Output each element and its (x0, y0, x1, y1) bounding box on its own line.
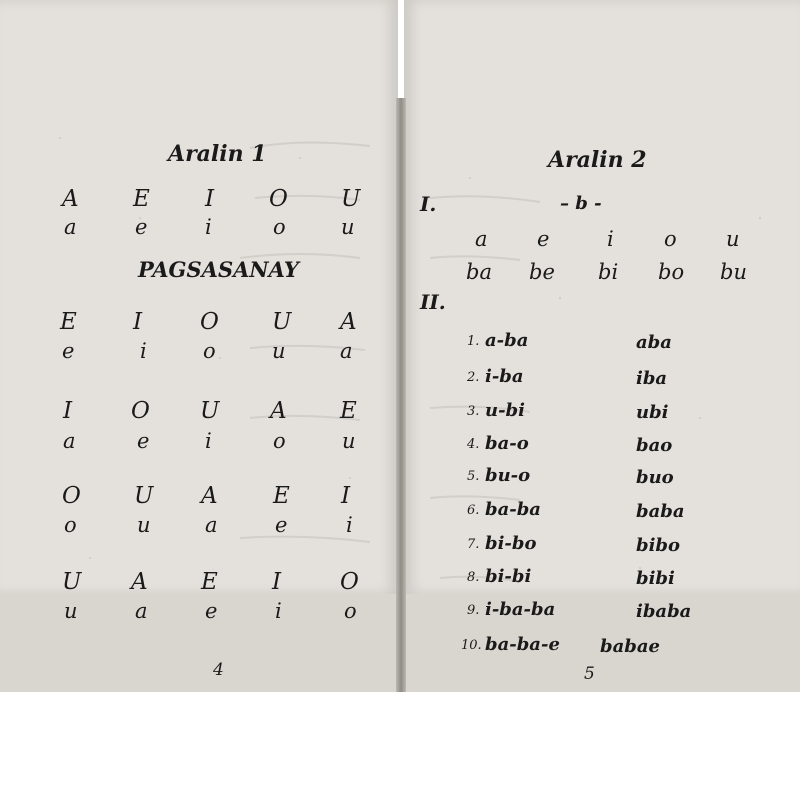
letter: a (64, 215, 77, 239)
syllabified-word: bi-bi (485, 566, 532, 587)
letter: U (200, 398, 220, 424)
letter: E (273, 483, 290, 509)
section-label: I. (420, 192, 437, 216)
syllable: be (529, 260, 555, 284)
letter: u (64, 599, 78, 623)
letter: A (62, 186, 79, 212)
letter: O (200, 309, 219, 335)
syllabified-word: ba-ba-e (485, 634, 560, 655)
letter: A (340, 309, 357, 335)
whole-word: bibo (636, 535, 681, 556)
letter: a (135, 599, 148, 623)
item-number: 3. (467, 404, 480, 419)
letter: a (63, 429, 76, 453)
syllable: bu (720, 260, 747, 284)
whole-word: iba (636, 368, 668, 389)
letter: e (537, 227, 550, 251)
letter: o (273, 429, 286, 453)
whole-word: bibi (636, 568, 675, 589)
letter: I (133, 309, 143, 335)
letter: e (137, 429, 150, 453)
letter: O (62, 483, 81, 509)
letter: i (275, 599, 282, 623)
item-number: 2. (467, 370, 480, 385)
letter: U (62, 569, 82, 595)
letter: I (205, 186, 215, 212)
letter: a (205, 513, 218, 537)
focus-letter: – b - (560, 193, 602, 214)
letter: e (62, 339, 75, 363)
syllabified-word: bu-o (485, 465, 531, 486)
letter: i (607, 227, 614, 251)
syllable: bi (598, 260, 619, 284)
letter: A (131, 569, 148, 595)
letter: o (64, 513, 77, 537)
item-number: 10. (461, 638, 482, 653)
lesson-title: Aralin 2 (548, 147, 647, 173)
exercise-title: PAGSASANAY (138, 257, 299, 282)
whole-word: ibaba (636, 601, 692, 622)
whole-word: buo (636, 467, 674, 488)
letter: e (205, 599, 218, 623)
letter: u (272, 339, 286, 363)
letter: o (664, 227, 677, 251)
syllabified-word: i-ba-ba (485, 599, 556, 620)
letter: u (137, 513, 151, 537)
letter: U (134, 483, 154, 509)
letter: u (342, 429, 356, 453)
section-label: II. (420, 290, 446, 314)
letter: I (341, 483, 351, 509)
letter: E (133, 186, 150, 212)
item-number: 5. (467, 469, 480, 484)
letter: E (201, 569, 218, 595)
letter: i (205, 429, 212, 453)
letter: I (63, 398, 73, 424)
item-number: 8. (467, 570, 480, 585)
item-number: 1. (467, 334, 480, 349)
page-number: 5 (584, 664, 595, 684)
syllabified-word: i-ba (485, 366, 524, 387)
letter: e (275, 513, 288, 537)
lesson-title: Aralin 1 (168, 141, 267, 167)
syllable: ba (466, 260, 492, 284)
letter: a (340, 339, 353, 363)
letter: i (346, 513, 353, 537)
syllabified-word: ba-ba (485, 499, 541, 520)
letter: E (340, 398, 357, 424)
item-number: 9. (467, 603, 480, 618)
whole-word: babae (600, 636, 660, 657)
letter: o (344, 599, 357, 623)
syllable: bo (658, 260, 685, 284)
letter: O (131, 398, 150, 424)
page-number: 4 (213, 660, 224, 680)
letter: O (340, 569, 359, 595)
letter: o (273, 215, 286, 239)
syllabified-word: ba-o (485, 433, 529, 454)
syllabified-word: bi-bo (485, 533, 537, 554)
letter: o (203, 339, 216, 363)
letter: A (270, 398, 287, 424)
item-number: 4. (467, 437, 480, 452)
whole-word: aba (636, 332, 672, 353)
syllabified-word: a-ba (485, 330, 529, 351)
letter: E (60, 309, 77, 335)
item-number: 6. (467, 503, 480, 518)
letter: I (272, 569, 282, 595)
whole-word: bao (636, 435, 673, 456)
letter: i (140, 339, 147, 363)
letter: u (726, 227, 740, 251)
letter: A (201, 483, 218, 509)
letter: U (272, 309, 292, 335)
letter: e (135, 215, 148, 239)
item-number: 7. (467, 537, 480, 552)
letter: i (205, 215, 212, 239)
whole-word: ubi (636, 402, 669, 423)
syllabified-word: u-bi (485, 400, 525, 421)
letter: O (269, 186, 288, 212)
whole-word: baba (636, 501, 685, 522)
letter: U (341, 186, 361, 212)
letter: u (341, 215, 355, 239)
letter: a (475, 227, 488, 251)
